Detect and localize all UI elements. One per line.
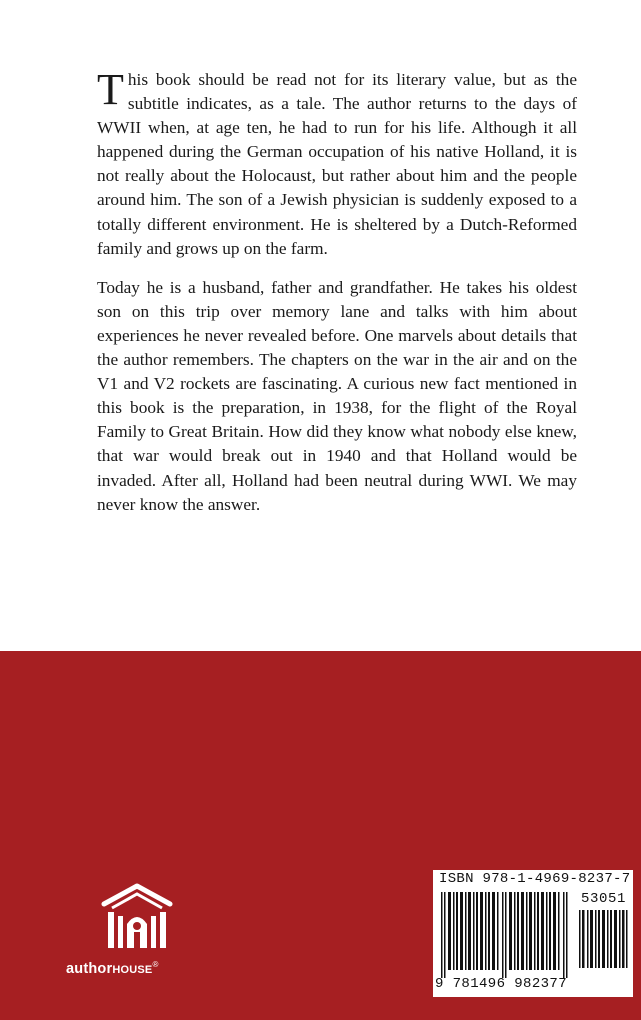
isbn-label: ISBN 978-1-4969-8237-7 — [439, 871, 631, 887]
ean-digits: 9 781496 982377 — [435, 976, 568, 992]
house-logo-icon — [98, 882, 176, 952]
blurb-paragraph-1-text: his book should be read not for its literary value, but as the subtitle indicates, as a tale. The author returns to the days of WWII when, at age ten, he had to run for his life. Although it all happened during the German occupation of his native Holland, it is not really about the Holocaust, but rather about him and the people around him. The son of a Jewish physician is suddenly exposed to a totally different environment. He is sheltered by a Dutch-Reformed family and grows up on the farm. — [97, 70, 577, 258]
blurb-text — [97, 65, 577, 517]
blurb-paragraph-1 — [97, 65, 577, 261]
price-code: 53051 — [581, 891, 627, 907]
ean-barcode-bars — [441, 892, 571, 978]
publisher-name: authorHOUSE® — [66, 960, 159, 977]
publisher-logo — [66, 882, 236, 982]
isbn-barcode — [433, 870, 633, 997]
blurb-paragraph-2: Today he is a husband, father and grandfather. He takes his oldest son on this trip over memory lane and talks with him about experiences he never revealed before. One marvels about details that the author remembers. The chapters on the war in the air and on the V1 and V2 rockets are fascinating. A curious new fact mentioned in this book is the preparation, in 1938, for the flight of the Royal Family to Great Britain. How did they know what nobody else knew, that war would break out in 1940 and that Holland would be invaded. After all, Holland had been neutral during WWI. We may never know the answer. — [97, 277, 577, 514]
drop-cap: T — [97, 65, 124, 114]
addon-barcode-bars — [579, 910, 629, 968]
